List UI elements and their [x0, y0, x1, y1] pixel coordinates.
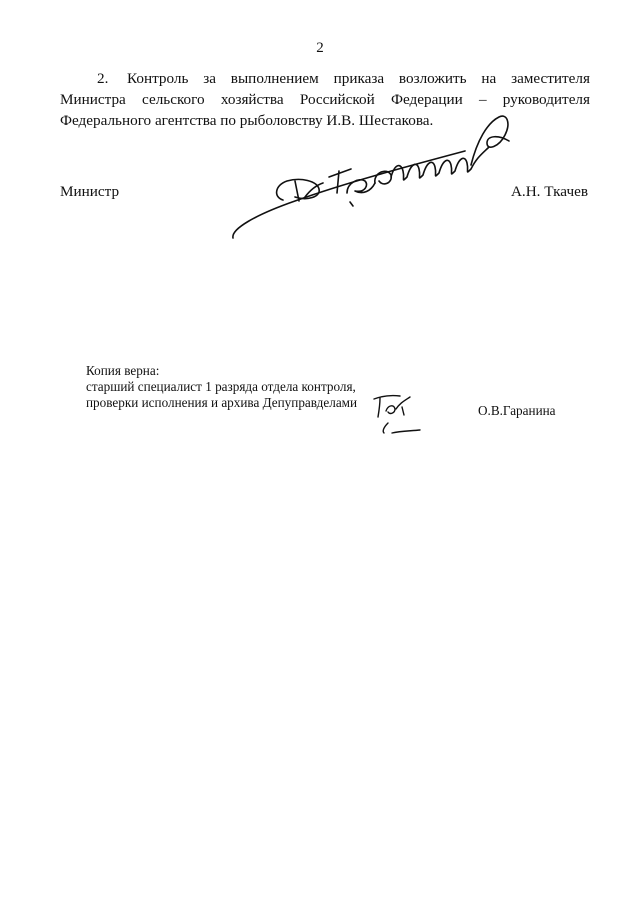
paragraph-number: 2.: [97, 70, 109, 87]
signatory-name: А.Н. Ткачев: [510, 183, 588, 200]
paragraph-text: Контроль за выполнением приказа возложить на заместителя Министра сельского хозяйства Российской Федерации – руководителя Федерального агентства по рыболовству И.В. Шестакова.: [60, 70, 590, 129]
copy-certification: [86, 363, 357, 411]
copy-position-line-2: проверки исполнения и архива Депуправделами: [86, 395, 358, 410]
minister-signature: [225, 105, 535, 245]
copy-position-line-1: старший специалист 1 разряда отдела контроля,: [86, 379, 356, 394]
page-number: 2: [316, 40, 324, 56]
signatory-title: Министр: [60, 183, 120, 200]
copy-heading: Копия верна:: [86, 363, 160, 378]
copy-signature: [368, 393, 438, 438]
copy-certifier-name: О.В.Гаранина: [478, 403, 556, 418]
